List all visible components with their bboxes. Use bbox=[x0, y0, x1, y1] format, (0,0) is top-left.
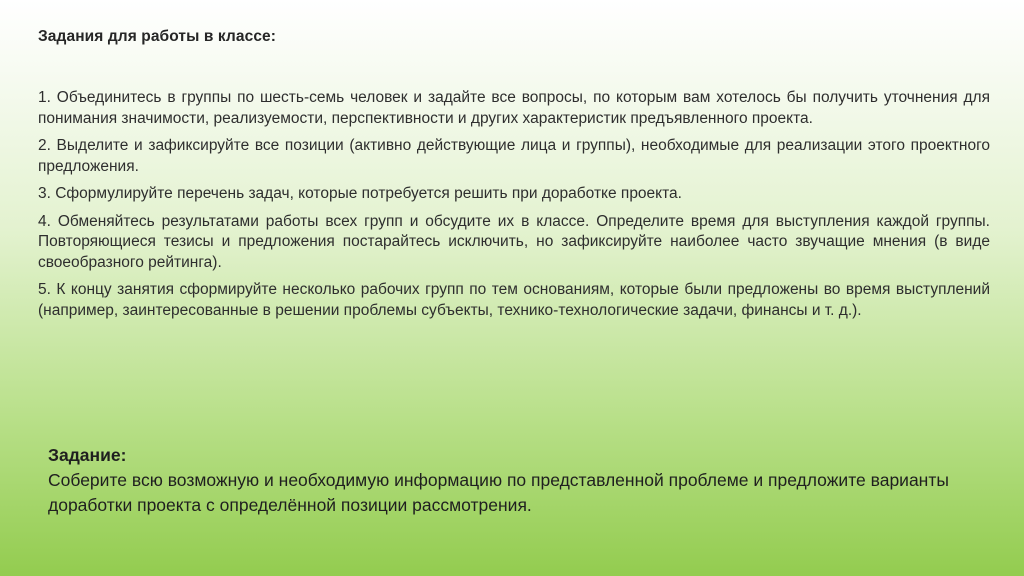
task-list bbox=[38, 88, 990, 328]
task-item: 2. Выделите и зафиксируйте все позиции (активно действующие лица и группы), необходимые для реализации этого проектного предложения. bbox=[38, 137, 990, 175]
assignment-title: Задание: bbox=[48, 445, 127, 465]
task-item: 3. Сформулируйте перечень задач, которые потребуется решить при доработке проекта. bbox=[38, 185, 682, 202]
assignment-block bbox=[48, 443, 988, 518]
task-item: 1. Объединитесь в группы по шесть-семь человек и задайте все вопросы, по которым вам хотелось бы получить уточнения для понимания значимости, реализуемости, перспективности и других характеристик предъявленного проекта. bbox=[38, 89, 990, 127]
task-item: 4. Обменяйтесь результатами работы всех групп и обсудите их в классе. Определите время для выступления каждой группы. Повторяющиеся тезисы и предложения постарайтесь исключить, но зафиксируйте наиболее часто звучащие мнения (в виде своеобразного рейтинга). bbox=[38, 212, 990, 271]
assignment-text: Соберите всю возможную и необходимую информацию по представленной проблеме и предложите варианты доработки проекта с определённой позиции рассмотрения. bbox=[48, 470, 949, 515]
slide-heading: Задания для работы в классе: bbox=[38, 28, 277, 45]
task-item: 5. К концу занятия сформируйте несколько рабочих групп по тем основаниям, которые были предложены во время выступлений (например, заинтересованные в решении проблемы субъекты, технико-технологические задачи, финансы и т. д.). bbox=[38, 281, 990, 319]
